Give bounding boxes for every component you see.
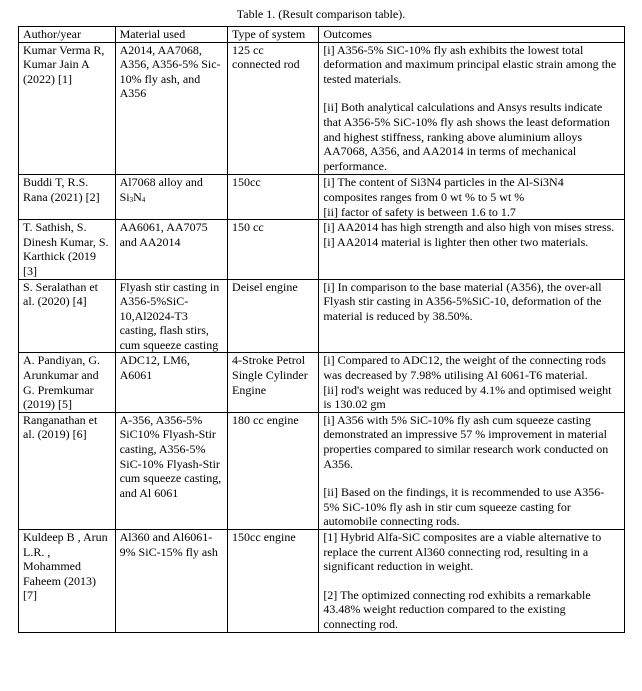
material-cell: A-356, A356-5% SiC10% Flyash-Stir casting, A356-5% SiC-10% Flyash-Stir cum squeeze casting, and Al 6061 (115, 412, 227, 529)
outcome-item: [1] Hybrid Alfa-SiC composites are a viable alternative to replace the current Al360 connecting rod, resulting in a significant reduction in weight. (323, 530, 602, 574)
result-comparison-table (18, 26, 625, 633)
outcome-item: [i] AA2014 has high strength and also high von mises stress. (323, 220, 615, 235)
table-row (19, 175, 625, 220)
system-cell: 125 cc connected rod (228, 42, 319, 175)
outcome-cell (319, 42, 625, 175)
author-cell: Kuldeep B , Arun L.R. , Mohammed Faheem (2013) [7] (19, 530, 116, 633)
formula-part: N (133, 189, 142, 204)
formula-subscript: 3 (129, 195, 134, 204)
formula-part: Si (119, 189, 130, 204)
table-caption: Table 1. (Result comparison table). (236, 7, 406, 21)
material-cell: AA6061, AA7075 and AA2014 (115, 220, 227, 279)
material-formula (120, 190, 223, 208)
table-row (19, 530, 625, 633)
outcome-item: [ii] Based on the findings, it is recommended to use A356-5% SiC-10% fly ash in stir cum squeeze casting for automobile connecting rods. (323, 485, 605, 529)
table-row (19, 279, 625, 353)
outcome-cell (319, 175, 625, 220)
outcome-cell (319, 279, 625, 353)
material-cell: A2014, AA7068, A356, A356-5% Sic-10% fly ash, and A356 (115, 42, 227, 175)
outcome-cell (319, 412, 625, 529)
outcome-item: [i] A356 with 5% SiC-10% fly ash cum squeeze casting demonstrated an impressive 57 % improvement in material properties compared to similar research work conducted on A356. (323, 412, 609, 471)
material-cell: Al360 and Al6061-9% SiC-15% fly ash (115, 530, 227, 633)
outcome-item: [ii] Both analytical calculations and Ansys results indicate that A356-5% SiC-10% fly ash shows the least deformation and highest stiffness, ranking above aluminium alloys AA7068, A356, and AA2014 in terms of mechanical performance. (323, 100, 610, 173)
outcome-cell (319, 530, 625, 633)
system-cell: 180 cc engine (228, 412, 319, 529)
material-cell: Flyash stir casting in A356-5%SiC-10,Al2024-T3 casting, flash stirs, cum squeeze casting (115, 279, 227, 353)
table-row (19, 220, 625, 279)
outcome-item: [i] A356-5% SiC-10% fly ash exhibits the lowest total deformation and maximum principal elastic strain among the tested materials. (323, 42, 617, 86)
outcome-item: [ii] factor of safety is between 1.6 to 1.7 (323, 204, 516, 219)
system-cell: 4-Stroke Petrol Single Cylinder Engine (228, 353, 319, 412)
outcome-item: [2] The optimized connecting rod exhibits a remarkable 43.48% weight reduction compared to the existing connecting rod. (323, 587, 591, 631)
outcome-cell (319, 353, 625, 412)
system-cell: 150cc engine (228, 530, 319, 633)
header-type-of-system: Type of system (228, 27, 319, 43)
material-line: Al7068 alloy and (119, 175, 203, 190)
formula-subscript: 4 (141, 195, 146, 204)
system-cell: Deisel engine (228, 279, 319, 353)
table-row (19, 353, 625, 412)
table-row (19, 412, 625, 529)
table-header-row (19, 27, 625, 43)
author-cell: S. Seralathan et al. (2020) [4] (19, 279, 116, 353)
outcome-item: [i] In comparison to the base material (A356), the over-all Flyash stir casting in A356-5%SiC-10, deformation of the material is reduced by 38.50%. (323, 279, 602, 323)
outcome-item: [i] AA2014 material is lighter then other two materials. (323, 234, 589, 249)
header-outcomes: Outcomes (319, 27, 625, 43)
system-cell: 150cc (228, 175, 319, 220)
header-author-year: Author/year (19, 27, 116, 43)
system-cell: 150 cc (228, 220, 319, 279)
material-cell (115, 175, 227, 220)
outcome-item: [ii] rod's weight was reduced by 4.1% and optimised weight is 130.02 gm (323, 382, 612, 412)
author-cell: T. Sathish, S. Dinesh Kumar, S. Karthick (2019 [3] (19, 220, 116, 279)
table-row (19, 42, 625, 175)
author-cell: Ranganathan et al. (2019) [6] (19, 412, 116, 529)
material-cell: ADC12, LM6, A6061 (115, 353, 227, 412)
outcome-cell (319, 220, 625, 279)
author-cell: A. Pandiyan, G. Arunkumar and G. Premkumar (2019) [5] (19, 353, 116, 412)
outcome-item: [i] Compared to ADC12, the weight of the connecting rods was decreased by 7.98% utilising Al 6061-T6 material. (323, 353, 606, 383)
header-material-used: Material used (115, 27, 227, 43)
outcome-item: [i] The content of Si3N4 particles in the Al-Si3N4 composites ranges from 0 wt % to 5 wt % (323, 175, 564, 204)
author-cell: Buddi T, R.S. Rana (2021) [2] (19, 175, 116, 220)
author-cell: Kumar Verma R, Kumar Jain A (2022) [1] (19, 42, 116, 175)
